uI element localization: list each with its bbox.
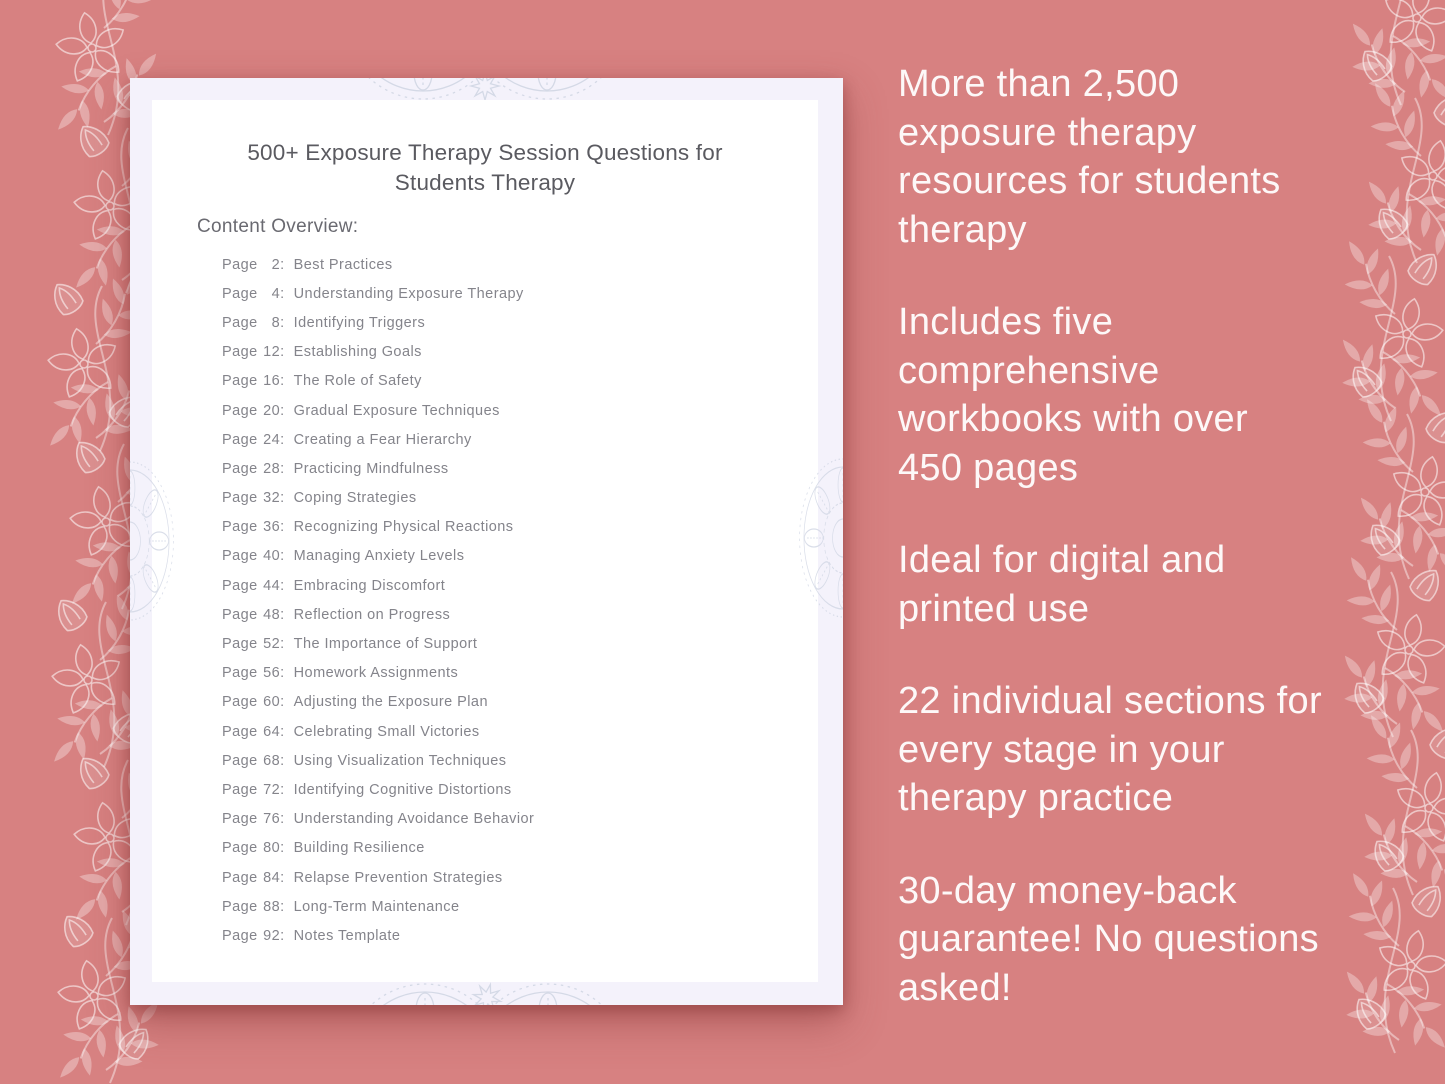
toc-row (222, 279, 534, 308)
toc-separator: : (280, 490, 285, 507)
toc-separator: : (280, 898, 285, 915)
toc-row (222, 921, 534, 950)
toc-page-word: Page (222, 781, 263, 798)
toc-separator: : (280, 869, 285, 886)
toc-separator: : (280, 723, 285, 740)
toc-separator: : (280, 373, 285, 390)
toc-label: Establishing Goals (293, 344, 422, 361)
toc-page-number: 36 (263, 519, 281, 536)
marketing-paragraph-usage: Ideal for digital and printed use (898, 539, 1226, 630)
toc-list (222, 250, 534, 951)
toc-separator: : (280, 927, 285, 944)
toc-label: Gradual Exposure Techniques (293, 402, 500, 419)
toc-page-word: Page (222, 431, 263, 448)
toc-label: The Importance of Support (293, 636, 478, 653)
marketing-paragraph-sections: 22 individual sections for every stage in your therapy practice (898, 680, 1322, 819)
toc-separator: : (280, 665, 285, 682)
toc-label: Celebrating Small Victories (293, 723, 480, 740)
toc-page-number: 8 (271, 314, 281, 331)
toc-separator: : (280, 840, 285, 857)
toc-row (222, 454, 534, 483)
marketing-paragraph-resources: More than 2,500 exposure therapy resources for students therapy (898, 63, 1281, 251)
toc-page-word: Page (222, 869, 263, 886)
toc-page-number: 2 (271, 256, 281, 273)
toc-page-number: 16 (263, 373, 281, 390)
document-page (130, 78, 843, 1005)
toc-label: Using Visualization Techniques (293, 752, 507, 769)
toc-separator: : (280, 402, 285, 419)
toc-row (222, 250, 534, 279)
toc-label: Identifying Triggers (293, 314, 426, 331)
toc-page-word: Page (222, 752, 263, 769)
toc-label: Homework Assignments (293, 665, 459, 682)
toc-label: Reflection on Progress (293, 606, 451, 623)
toc-label: Relapse Prevention Strategies (293, 869, 503, 886)
toc-label: The Role of Safety (293, 373, 422, 390)
toc-page-word: Page (222, 519, 263, 536)
toc-page-word: Page (222, 927, 263, 944)
toc-page-word: Page (222, 694, 263, 711)
toc-separator: : (280, 431, 285, 448)
toc-label: Recognizing Physical Reactions (293, 519, 514, 536)
content-overview-heading: Content Overview: (197, 216, 359, 237)
toc-row (222, 338, 534, 367)
toc-page-word: Page (222, 285, 263, 302)
toc-row (222, 863, 534, 892)
toc-page-word: Page (222, 811, 263, 828)
toc-page-number: 92 (263, 927, 281, 944)
toc-page-word: Page (222, 577, 263, 594)
toc-label: Notes Template (293, 927, 401, 944)
toc-separator: : (280, 606, 285, 623)
toc-page-number: 64 (263, 723, 281, 740)
toc-label: Embracing Discomfort (293, 577, 446, 594)
marketing-paragraph-guarantee: 30-day money-back guarantee! No questions asked! (898, 869, 1319, 1009)
toc-page-number: 20 (263, 402, 281, 419)
toc-page-word: Page (222, 490, 263, 507)
toc-separator: : (280, 811, 285, 828)
toc-row (222, 396, 534, 425)
toc-row (222, 367, 534, 396)
toc-page-word: Page (222, 723, 263, 740)
toc-row (222, 513, 534, 542)
toc-row (222, 659, 534, 688)
toc-page-word: Page (222, 314, 263, 331)
toc-row (222, 600, 534, 629)
document-inner-page (152, 100, 818, 982)
toc-row (222, 717, 534, 746)
toc-label: Creating a Fear Hierarchy (293, 431, 472, 448)
toc-label: Coping Strategies (293, 490, 417, 507)
toc-page-number: 24 (263, 431, 281, 448)
toc-row (222, 571, 534, 600)
toc-page-word: Page (222, 636, 263, 653)
toc-label: Understanding Avoidance Behavior (293, 811, 535, 828)
toc-label: Long-Term Maintenance (293, 898, 460, 915)
toc-row (222, 892, 534, 921)
toc-row (222, 834, 534, 863)
toc-page-number: 56 (263, 665, 281, 682)
toc-separator: : (280, 636, 285, 653)
toc-page-number: 72 (263, 781, 281, 798)
toc-label: Best Practices (293, 256, 393, 273)
toc-row (222, 542, 534, 571)
toc-page-word: Page (222, 256, 263, 273)
toc-label: Identifying Cognitive Distortions (293, 781, 512, 798)
toc-label: Adjusting the Exposure Plan (293, 694, 488, 711)
marketing-paragraph-workbooks: Includes five comprehensive workbooks with over 450 pages (898, 301, 1248, 489)
toc-page-number: 12 (263, 344, 281, 361)
toc-page-number: 76 (263, 811, 281, 828)
toc-page-number: 80 (263, 840, 281, 857)
toc-separator: : (280, 314, 285, 331)
toc-separator: : (280, 256, 285, 273)
toc-page-word: Page (222, 840, 263, 857)
toc-separator: : (280, 577, 285, 594)
toc-separator: : (280, 781, 285, 798)
toc-page-number: 40 (263, 548, 281, 565)
toc-label: Managing Anxiety Levels (293, 548, 465, 565)
toc-label: Building Resilience (293, 840, 425, 857)
toc-page-number: 60 (263, 694, 281, 711)
toc-separator: : (280, 548, 285, 565)
toc-page-number: 32 (263, 490, 281, 507)
toc-row (222, 425, 534, 454)
toc-page-word: Page (222, 665, 263, 682)
toc-separator: : (280, 344, 285, 361)
toc-page-number: 84 (263, 869, 281, 886)
toc-page-word: Page (222, 898, 263, 915)
toc-row (222, 484, 534, 513)
toc-label: Understanding Exposure Therapy (293, 285, 524, 302)
toc-row (222, 688, 534, 717)
toc-page-word: Page (222, 606, 263, 623)
toc-separator: : (280, 694, 285, 711)
toc-page-word: Page (222, 460, 263, 477)
toc-separator: : (280, 460, 285, 477)
toc-row (222, 775, 534, 804)
toc-page-number: 88 (263, 898, 281, 915)
toc-label: Practicing Mindfulness (293, 460, 449, 477)
toc-separator: : (280, 285, 285, 302)
toc-page-number: 68 (263, 752, 281, 769)
toc-separator: : (280, 752, 285, 769)
toc-page-word: Page (222, 548, 263, 565)
toc-row (222, 629, 534, 658)
toc-row (222, 746, 534, 775)
toc-row (222, 805, 534, 834)
toc-page-number: 52 (263, 636, 281, 653)
toc-page-number: 44 (263, 577, 281, 594)
toc-page-number: 4 (271, 285, 281, 302)
toc-page-number: 48 (263, 606, 281, 623)
toc-page-number: 28 (263, 460, 281, 477)
toc-page-word: Page (222, 344, 263, 361)
toc-row (222, 308, 534, 337)
marketing-panel (898, 60, 1322, 1056)
toc-page-word: Page (222, 402, 263, 419)
document-title: 500+ Exposure Therapy Session Questions for Students Therapy (247, 140, 723, 195)
toc-separator: : (280, 519, 285, 536)
toc-page-word: Page (222, 373, 263, 390)
